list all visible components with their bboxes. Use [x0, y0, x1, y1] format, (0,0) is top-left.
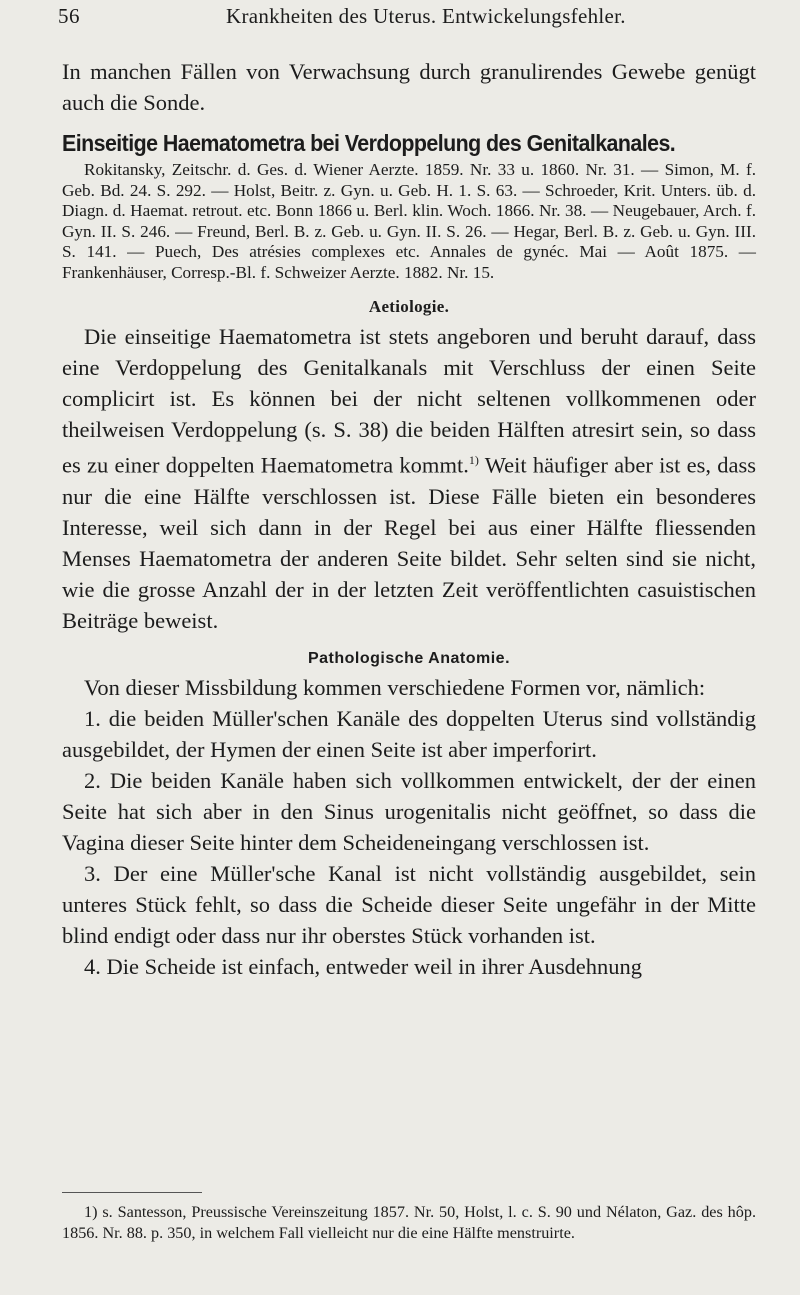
anatomie-heading: Pathologische Anatomie.	[307, 649, 511, 667]
aetiologie-text-a: Die einseitige Haematometra ist stets angeboren und beruht darauf, dass eine Verdoppelung des Genitalkanals mit Verschluss der einen Seite complicirt ist. Es können bei der nicht seltenen vollkommenen oder theilweisen Verdoppelung (s. S. 38) die beiden Hälften atresirt sein, so dass es zu einer doppelten Haematometra kommt.	[62, 324, 756, 478]
footnote: 1) s. Santesson, Preussische Vereinszeitung 1857. Nr. 50, Holst, l. c. S. 90 und Nélaton, Gaz. des hôp. 1856. Nr. 88. p. 350, in welchem Fall vielleicht nur die eine Hälfte menstruirte.	[62, 1203, 756, 1242]
references-paragraph: Rokitansky, Zeitschr. d. Ges. d. Wiener Aerzte. 1859. Nr. 33 u. 1860. Nr. 31. — Simon, M. f. Geb. Bd. 24. S. 292. — Holst, Beitr. z. Gyn. u. Geb. H. 1. S. 63. — Schroeder, Krit. Unters. üb. d. Diagn. d. Haemat. retrout. etc. Bonn 1866 u. Berl. klin. Woch. 1866. Nr. 38. — Neugebauer, Arch. f. Gyn. II. S. 246. — Freund, Berl. B. z. Geb. u. Gyn. II. S. 26. — Hegar, Berl. B. z. Geb. u. Gyn. III. S. 141. — Puech, Des atrésies complexes etc. Annales de gynéc. Mai — Août 1875. — Frankenhäuser, Corresp.-Bl. f. Schweizer Aerzte. 1882. Nr. 15.	[62, 160, 756, 282]
list-item-3: 3. Der eine Müller'sche Kanal ist nicht vollständig ausgebildet, sein unteres Stück fehlt, so dass die Scheide dieser Seite ungefähr in der Mitte blind endigt oder dass nur ihr oberstes Stück vorhanden ist.	[62, 860, 756, 948]
page-header	[0, 4, 800, 44]
anatomie-intro: Von dieser Missbildung kommen verschiedene Formen vor, nämlich:	[84, 674, 706, 700]
section-title: Einseitige Haematometra bei Verdoppelung des Genitalkanales.	[62, 130, 676, 156]
aetiologie-paragraph	[62, 321, 756, 636]
page-body	[62, 56, 756, 982]
list-item-1: 1. die beiden Müller'schen Kanäle des doppelten Uterus sind vollständig ausgebildet, der Hymen der einen Seite ist aber imperforirt.	[62, 705, 756, 762]
running-head: Krankheiten des Uterus. Entwickelungsfehler.	[226, 4, 626, 28]
list-item-2: 2. Die beiden Kanäle haben sich vollkommen entwickelt, der der einen Seite hat sich aber in den Sinus urogenitalis nicht geöffnet, so dass die Vagina dieser Seite hinter dem Scheideneingang verschlossen ist.	[62, 767, 756, 855]
aetiologie-text-b: Weit häufiger aber ist es, dass nur die eine Hälfte verschlossen ist. Diese Fälle bieten ein besonderes Interesse, weil sich dann in der Regel bei aus einer Hälfte fliessenden Menses Haematometra der anderen Seite bildet. Sehr selten sind sie nicht, wie die grosse Anzahl der in der letzten Zeit veröffentlichten casuistischen Beiträge beweist.	[62, 452, 756, 633]
footnote-divider	[62, 1192, 202, 1193]
aetiologie-heading: Aetiologie.	[368, 297, 450, 316]
list-item-4: 4. Die Scheide ist einfach, entweder weil in ihrer Ausdehnung	[84, 953, 642, 979]
footnote-marker[interactable]: 1)	[468, 453, 479, 467]
intro-paragraph: In manchen Fällen von Verwachsung durch granulirendes Gewebe genügt auch die Sonde.	[62, 59, 756, 115]
page-number: 56	[58, 4, 80, 28]
